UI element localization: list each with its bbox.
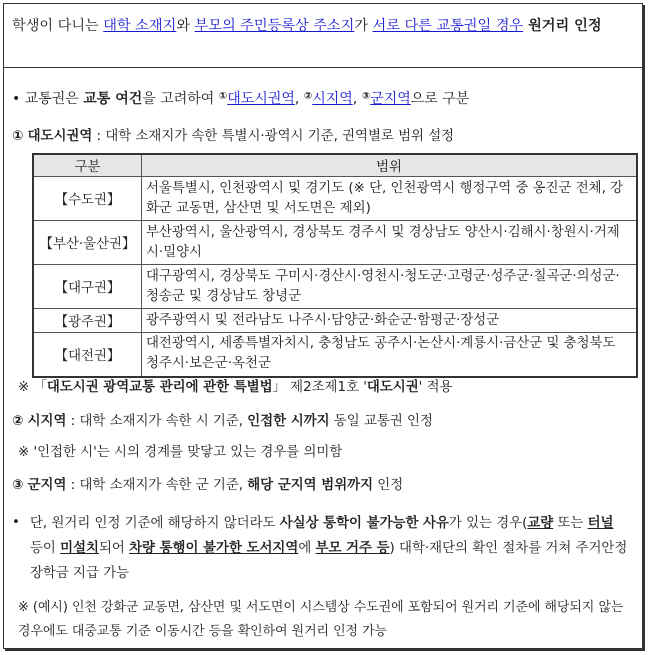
metro-num: ① <box>12 129 24 144</box>
transit-text-3: 으로 구분 <box>410 91 470 107</box>
exception-island: 차량 통행이 불가한 도서지역 <box>129 541 299 556</box>
region-name: 【부산·울산권】 <box>33 221 142 265</box>
document-frame <box>3 3 643 649</box>
region-table <box>32 153 638 378</box>
header-highlight-university: 대학 소재지 <box>103 18 177 34</box>
colon: : <box>66 414 80 429</box>
transit-zone-line <box>12 88 469 108</box>
note-special-act <box>18 376 452 395</box>
exception-bridge: 교량 <box>527 516 554 531</box>
region-name: 【광주권】 <box>33 309 142 333</box>
region-name: 【대구권】 <box>33 265 142 309</box>
header-text-2: 와 <box>176 18 195 34</box>
note-mark: ※ <box>18 600 29 615</box>
region-scope: 광주광역시 및 전라남도 나주시·담양군·화순군·함평군·장성군 <box>142 309 638 333</box>
exception-text: 가 있는 경우( <box>448 516 528 531</box>
note-adjacent-city <box>18 441 342 460</box>
header-text-3: 가 <box>354 18 373 34</box>
table-row <box>33 309 637 333</box>
table-header-category: 구분 <box>33 154 142 177</box>
exception-text: 에 <box>298 541 316 556</box>
exception-text: 되어 <box>98 541 130 556</box>
exception-bullet <box>12 515 20 530</box>
city-bold: 인접한 시까지 <box>247 414 330 429</box>
bullet: • <box>12 515 20 530</box>
exception-text: 단, 원거리 인정 기준에 해당하지 않더라도 <box>30 516 280 531</box>
exception-text: 또는 <box>553 516 588 531</box>
exception-parents: 부모 거주 등 <box>315 541 390 556</box>
county-bold: 해당 군지역 범위까지 <box>247 478 374 493</box>
num-2: ② <box>303 91 313 102</box>
header-highlight-different-zone: 서로 다른 교통권일 경우 <box>372 18 524 34</box>
metro-desc: 대학 소재지가 속한 특별시·광역시 기준, 권역별로 범위 설정 <box>105 129 455 144</box>
exception-not-installed: 미설치 <box>60 541 99 556</box>
note-example <box>18 596 633 644</box>
region-name: 【수도권】 <box>33 177 142 221</box>
table-row <box>33 177 637 221</box>
header-box <box>4 4 642 68</box>
county-num: ③ <box>12 478 24 493</box>
note-text: ' 적용 <box>418 380 453 395</box>
region-name: 【대전권】 <box>33 333 142 377</box>
note-mark: ※ <box>18 445 30 460</box>
note-mark: ※ <box>18 380 30 395</box>
city-num: ② <box>12 414 24 429</box>
link-city: 시지역 <box>312 91 353 107</box>
county-desc: 대학 소재지가 속한 군 기준, <box>79 478 248 493</box>
link-county: 군지역 <box>370 91 411 107</box>
comma: , <box>352 91 362 107</box>
region-scope: 대전광역시, 세종특별자치시, 충청남도 공주시·논산시·계룡시·금산군 및 충청북도 청주시·보은군·옥천군 <box>142 333 638 377</box>
header-highlight-parents-address: 부모의 주민등록상 주소지 <box>194 18 355 34</box>
bullet: • <box>12 91 21 107</box>
transit-text-1: 교통권은 <box>24 91 84 107</box>
comma: , <box>294 91 304 107</box>
exception-bold: 사실상 통학이 불가능한 사유 <box>279 516 449 531</box>
region-scope: 서울특별시, 인천광역시 및 경기도 (※ 단, 인천광역시 행정구역 중 옹진군 전체, 강화군 교동면, 삼산면 및 서도면은 제외) <box>142 177 638 221</box>
county-heading <box>12 474 403 493</box>
city-desc: 대학 소재지가 속한 시 기준, <box>79 414 248 429</box>
exception-text: 등이 <box>30 541 61 556</box>
transit-text-2: 을 고려하여 <box>142 91 219 107</box>
note-text: '인접한 시'는 시의 경계를 맞닿고 있는 경우를 의미함 <box>33 445 343 460</box>
note-act-name: 대도시권 광역교통 관리에 관한 특별법 <box>46 380 273 395</box>
city-title: 시지역 <box>27 414 67 429</box>
table-row <box>33 333 637 377</box>
header-text-4: 원거리 인정 <box>523 18 602 34</box>
exception-tunnel: 터널 <box>587 516 614 531</box>
metro-title: 대도시권역 <box>27 129 93 144</box>
num-3: ③ <box>361 91 371 102</box>
exception-text: ) 대학·재단의 확인 절차를 거쳐 주거안정장학금 지급 가능 <box>30 541 628 581</box>
city-desc-2: 동일 교통권 인정 <box>329 414 433 429</box>
table-header-scope: 범위 <box>142 154 638 177</box>
note-text: (예시) 인천 강화군 교동면, 삼산면 및 서도면이 시스템상 수도권에 포함되어 원거리 기준에 해당되지 않는 경우에도 대중교통 기준 이동시간 등을 확인하여 원거리 인정 가능 <box>18 600 624 639</box>
header-text-1: 학생이 다니는 <box>12 18 104 34</box>
colon: : <box>92 129 106 144</box>
county-title: 군지역 <box>27 478 67 493</box>
note-text: 「 <box>33 380 47 395</box>
table-row <box>33 221 637 265</box>
note-text: 」 제2조제1호 ' <box>272 380 367 395</box>
city-heading <box>12 410 433 429</box>
county-desc-2: 인정 <box>373 478 404 493</box>
note-metro-term: 대도시권 <box>366 380 419 395</box>
link-metro: 대도시권역 <box>227 91 295 107</box>
region-scope: 부산광역시, 울산광역시, 경상북도 경주시 및 경상남도 양산시·김해시·창원시·거제시·밀양시 <box>142 221 638 265</box>
exception-paragraph <box>30 511 630 586</box>
table-row <box>33 265 637 309</box>
region-scope: 대구광역시, 경상북도 구미시·경산시·영천시·청도군·고령군·성주군·칠곡군·의성군·청송군 및 경상남도 창녕군 <box>142 265 638 309</box>
num-1: ① <box>218 91 228 102</box>
transit-bold: 교통 여건 <box>83 91 143 107</box>
colon: : <box>66 478 80 493</box>
metro-heading <box>12 125 454 144</box>
